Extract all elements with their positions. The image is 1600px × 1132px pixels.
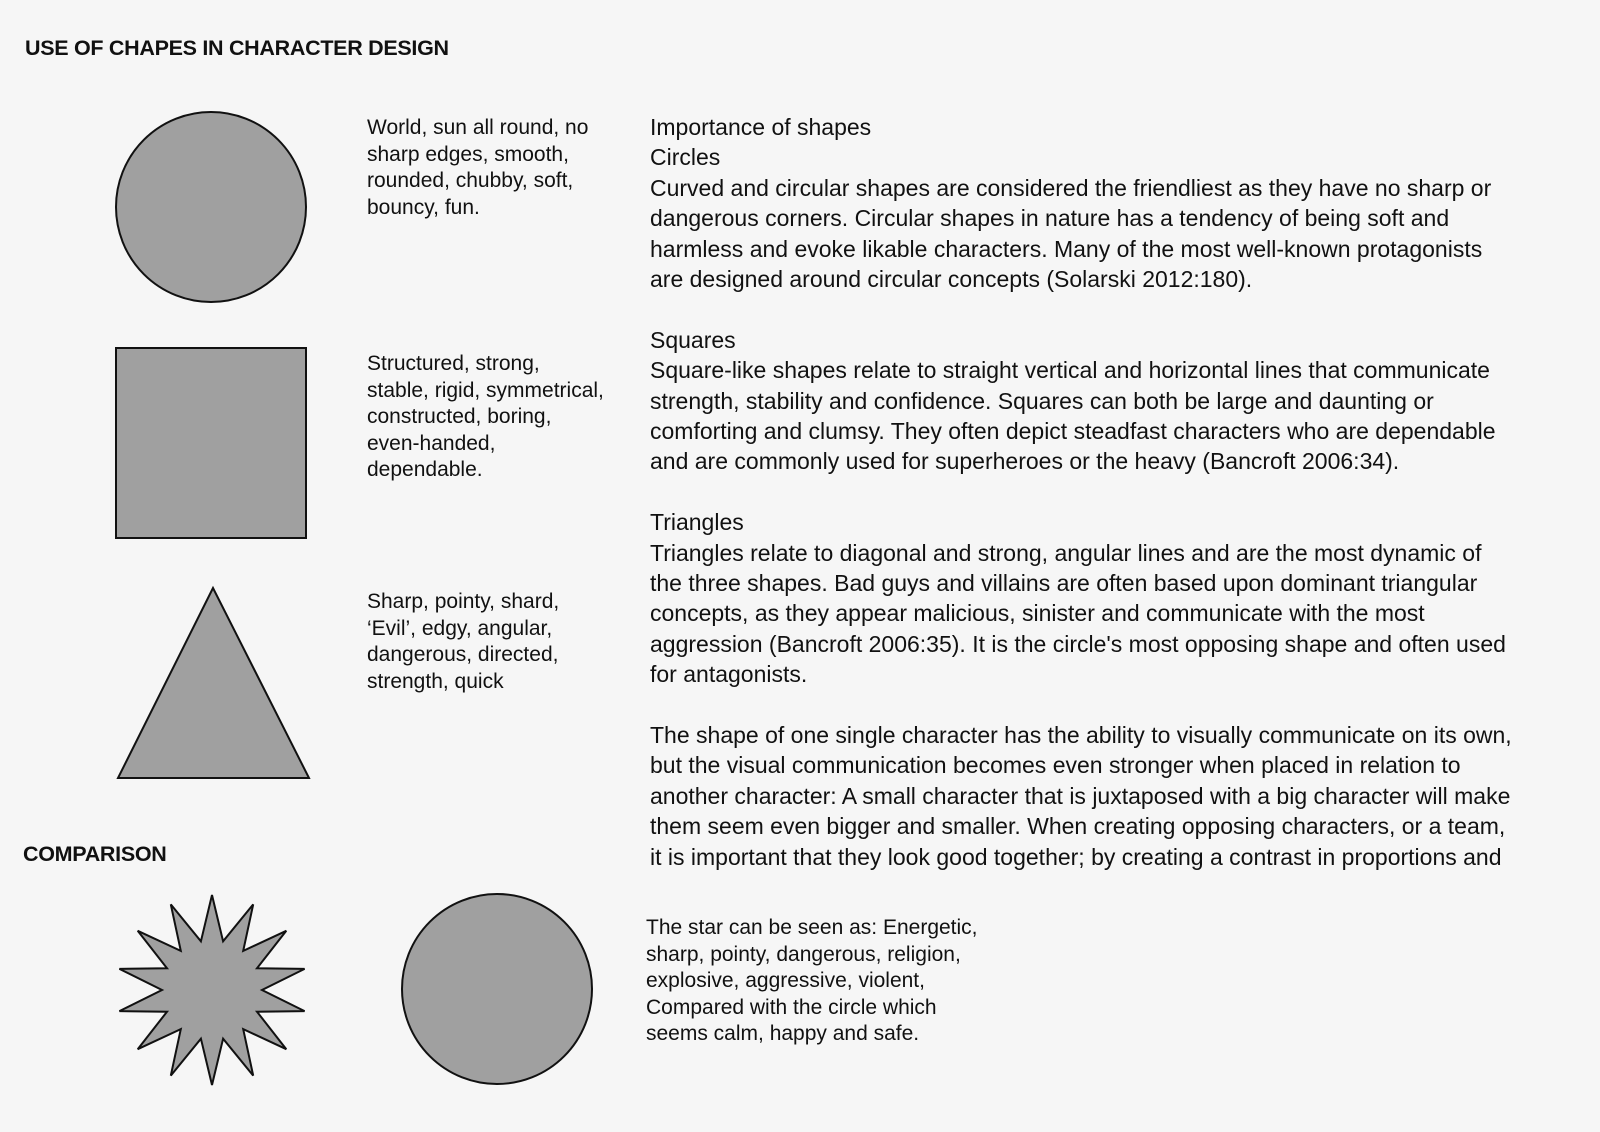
text-line: harmless and evoke likable characters. Many of the most well-known protagonists <box>650 235 1483 262</box>
text-line: Compared with the circle which <box>646 995 937 1019</box>
text-line: for antagonists. <box>650 661 808 688</box>
comparison-circle-shape <box>402 894 592 1084</box>
text-line: constructed, boring, <box>367 405 552 429</box>
text-line: Structured, strong, <box>367 352 540 375</box>
triangle-description <box>367 589 559 695</box>
essay-circles <box>650 112 1512 294</box>
circle-shape <box>116 112 306 302</box>
text-line: sharp, pointy, dangerous, religion, <box>646 942 961 966</box>
square-description <box>367 351 604 484</box>
text-line: sharp edges, smooth, <box>367 142 569 166</box>
page-title: USE OF CHAPES IN CHARACTER DESIGN <box>25 36 449 60</box>
section-heading: Squares <box>650 326 736 353</box>
star-shape <box>119 895 304 1085</box>
text-line: aggression (Bancroft 2006:35). It is the circle's most opposing shape and often used <box>650 630 1506 657</box>
text-line: strength, quick <box>367 669 504 693</box>
text-line: the three shapes. Bad guys and villains are often based upon dominant triangular <box>650 570 1478 597</box>
text-line: another character: A small character that is juxtaposed with a big character will make <box>650 782 1511 809</box>
text-line: it is important that they look good together; by creating a contrast in proportions and <box>650 843 1502 870</box>
comparison-description <box>646 915 978 1048</box>
text-line: ‘Evil’, edgy, angular, <box>367 616 553 640</box>
text-line: The star can be seen as: Energetic, <box>646 916 978 939</box>
triangle-shape <box>118 588 309 778</box>
text-line: Sharp, pointy, shard, <box>367 590 560 613</box>
text-line: and are commonly used for superheroes or the heavy (Bancroft 2006:34). <box>650 448 1400 475</box>
text-line: comforting and clumsy. They often depict steadfast characters who are dependable <box>650 418 1496 445</box>
essay-triangles <box>650 507 1512 689</box>
text-line: them seem even bigger and smaller. When creating opposing characters, or a team, <box>650 813 1506 840</box>
text-line: Triangles relate to diagonal and strong, angular lines and are the most dynamic of <box>650 539 1482 566</box>
text-line: dangerous, directed, <box>367 643 559 667</box>
section-heading: Importance of shapes <box>650 114 872 140</box>
essay <box>650 112 1512 872</box>
text-line: Curved and circular shapes are considered the friendliest as they have no sharp or <box>650 174 1492 201</box>
text-line: even-handed, <box>367 431 496 455</box>
text-line: stable, rigid, symmetrical, <box>367 378 604 402</box>
text-line: explosive, aggressive, violent, <box>646 969 925 993</box>
text-line: dangerous corners. Circular shapes in nature has a tendency of being soft and <box>650 205 1450 232</box>
text-line: but the visual communication becomes even stronger when placed in relation to <box>650 752 1461 779</box>
section-heading: Circles <box>650 144 721 171</box>
essay-squares <box>650 325 1512 477</box>
square-shape <box>116 348 306 538</box>
text-line: strength, stability and confidence. Squares can both be large and daunting or <box>650 387 1434 414</box>
text-line: World, sun all round, no <box>367 116 589 139</box>
section-heading: Triangles <box>650 509 744 536</box>
text-line: concepts, as they appear malicious, sinister and communicate with the most <box>650 600 1425 627</box>
text-line: The shape of one single character has the ability to visually communicate on its own, <box>650 722 1512 749</box>
text-line: dependable. <box>367 458 483 482</box>
text-line: seems calm, happy and safe. <box>646 1022 920 1046</box>
comparison-heading: COMPARISON <box>23 842 167 866</box>
text-line: rounded, chubby, soft, <box>367 169 574 193</box>
circle-description <box>367 115 588 221</box>
text-line: bouncy, fun. <box>367 195 480 219</box>
text-line: are designed around circular concepts (Solarski 2012:180). <box>650 266 1253 293</box>
text-line: Square-like shapes relate to straight vertical and horizontal lines that communicate <box>650 357 1490 384</box>
essay-relations <box>650 720 1512 872</box>
